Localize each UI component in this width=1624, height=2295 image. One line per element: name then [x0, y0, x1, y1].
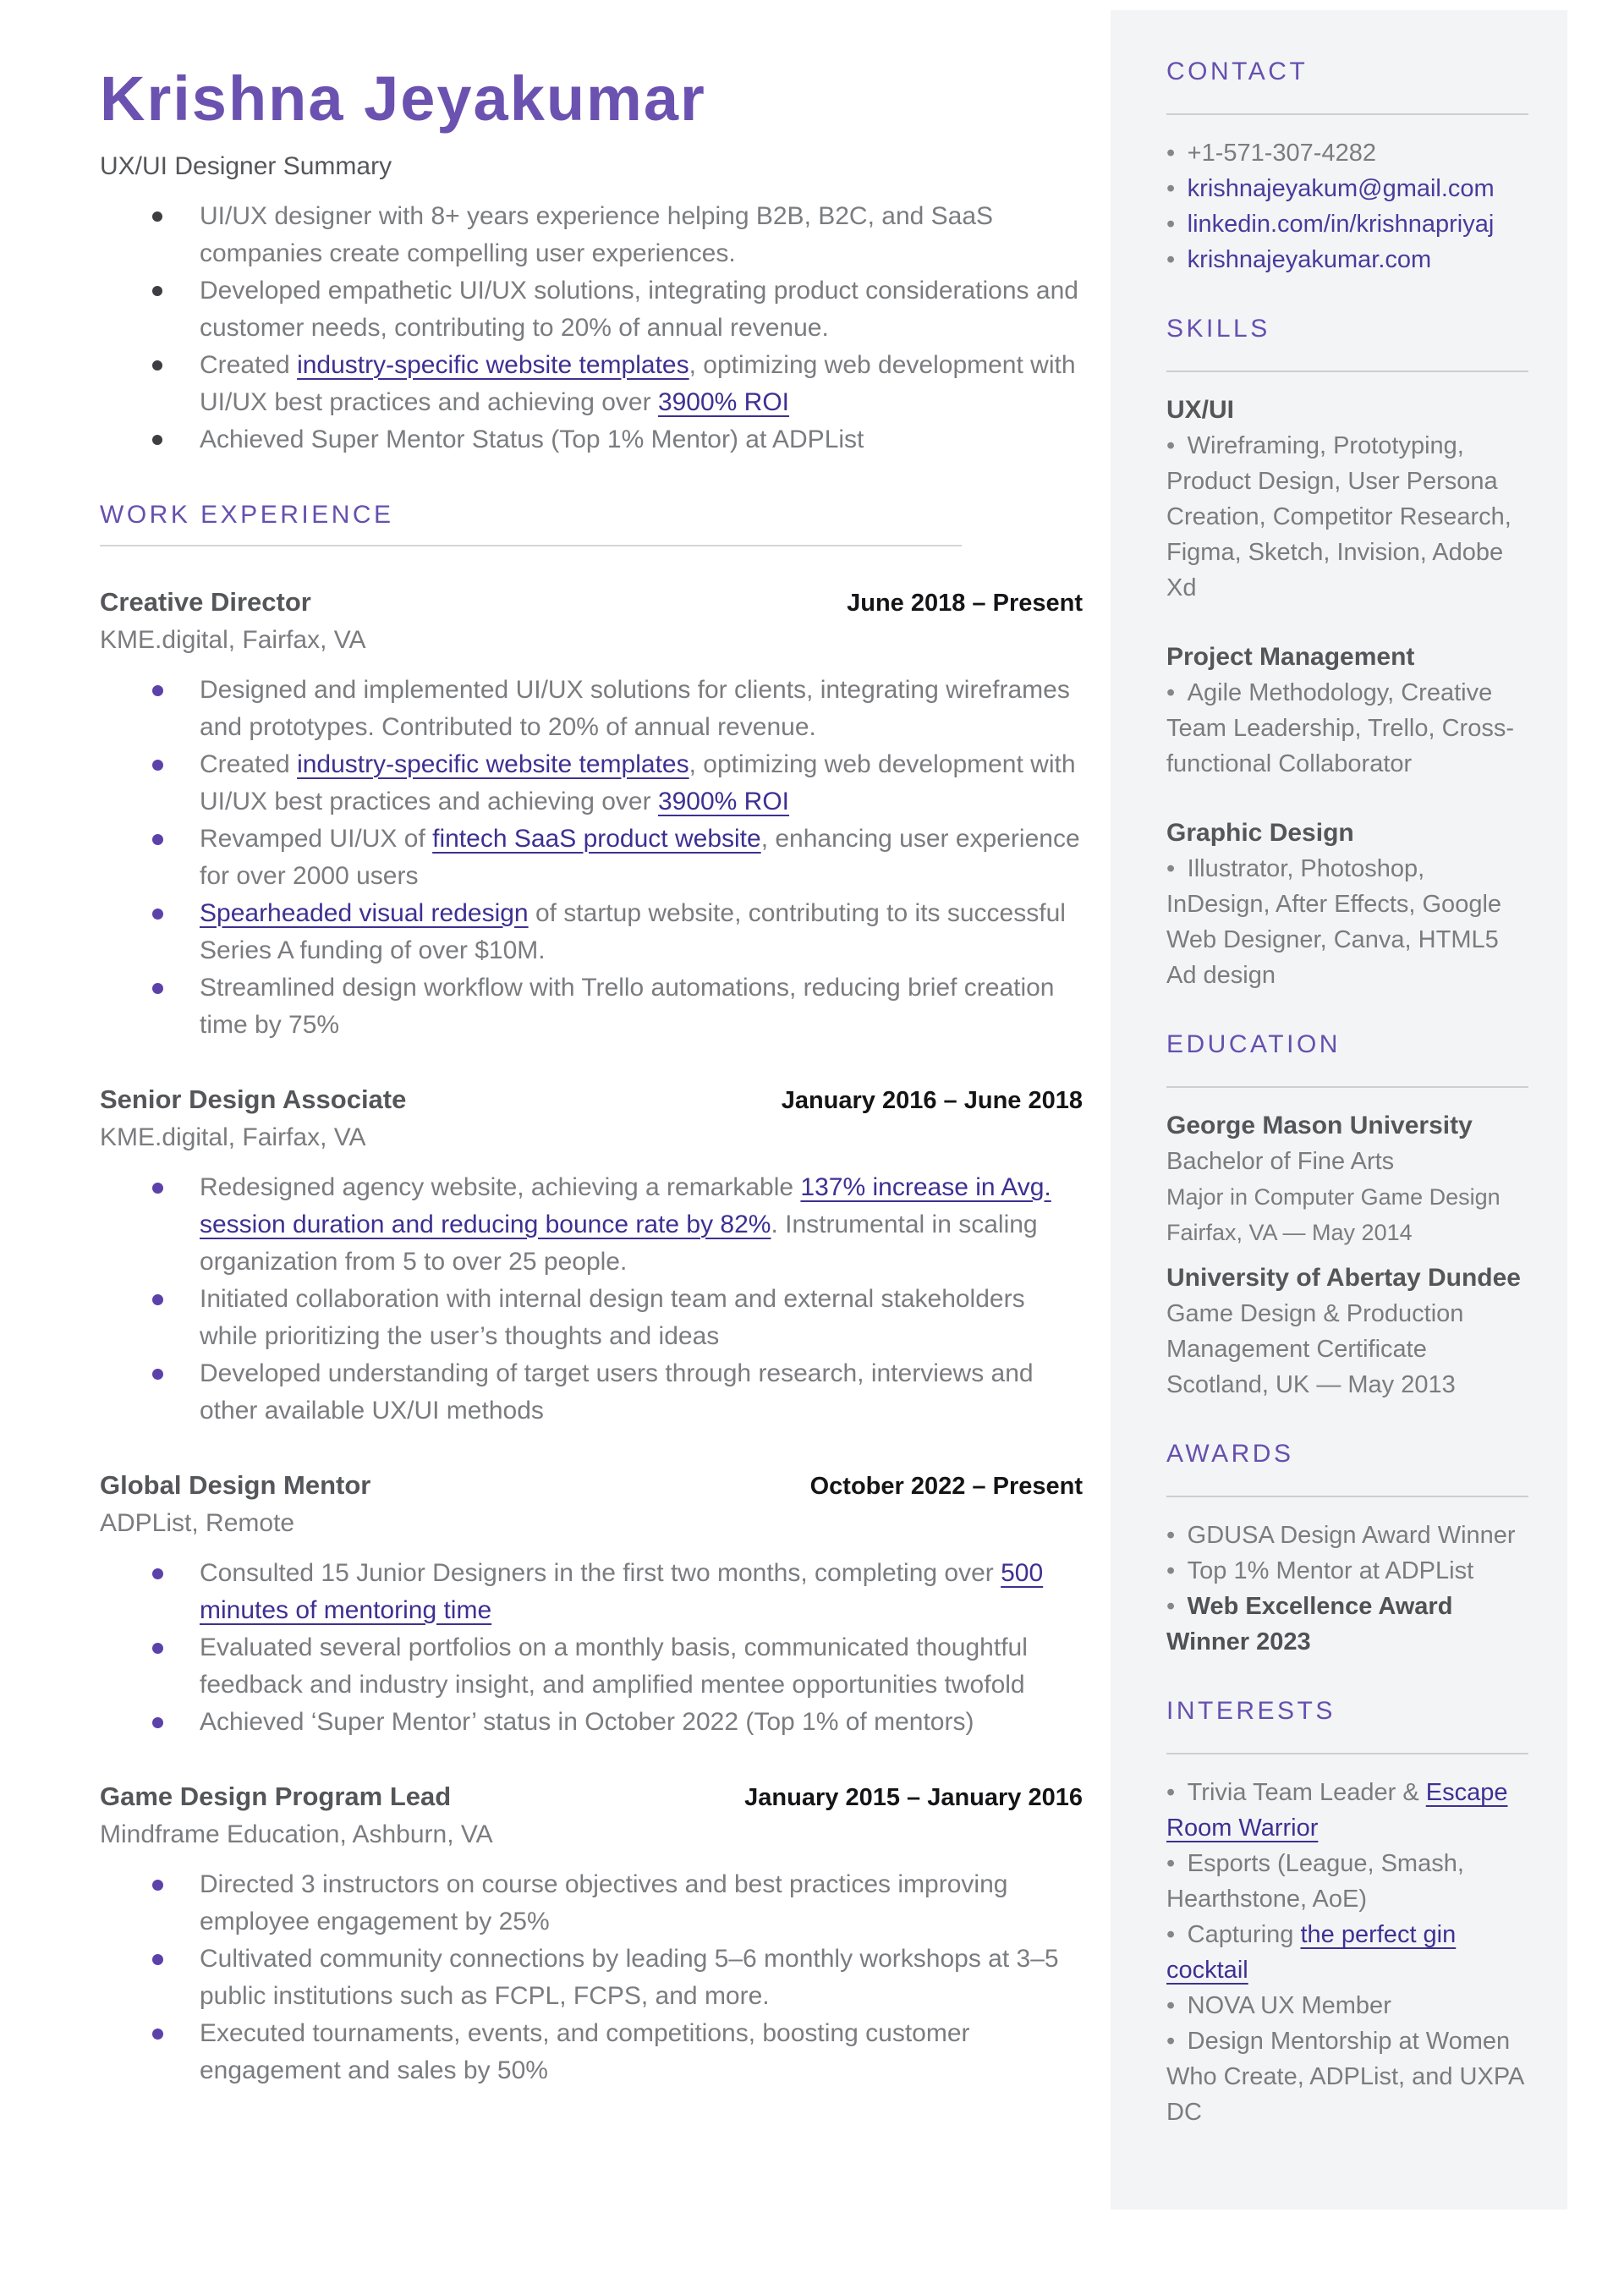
divider [1166, 1086, 1528, 1088]
job-bullet-item [100, 746, 1083, 821]
award-item [1166, 1589, 1528, 1660]
sidebar-section-skills [1166, 315, 1528, 993]
contact-item [1166, 135, 1528, 171]
text-link[interactable]: Spearheaded visual redesign [200, 898, 529, 927]
text-run: Redesigned agency website, achieving a remarkable [200, 1172, 801, 1201]
text-run: Agile Methodology, Creative Team Leadership, Trello, Cross-functional Collaborator [1166, 679, 1514, 777]
text-run: , optimizing web development with UI/UX best practices and achieving over [200, 350, 1076, 416]
text-run: Achieved Super Mentor Status (Top 1% Mentor) at ADPList [200, 425, 864, 453]
bullet-glyph: • [1166, 140, 1188, 167]
bullet-glyph: • [1166, 1593, 1188, 1620]
job-bullet-list [100, 1169, 1083, 1430]
bullet-glyph: • [1166, 1921, 1188, 1948]
job-bullet-item [100, 1169, 1083, 1281]
job-bullet-item [100, 1941, 1083, 2015]
text-link[interactable]: krishnajeyakumar.com [1187, 246, 1432, 273]
education-detail-lines [1166, 1296, 1528, 1403]
sidebar-section-interests [1166, 1697, 1528, 2130]
education-line [1166, 1215, 1528, 1250]
text-run: Directed 3 instructors on course objectives and best practices improving employee engagement by 25% [200, 1869, 1008, 1935]
text-run: Developed understanding of target users through research, interviews and other available UX/UI methods [200, 1359, 1034, 1425]
summary-bullet-item [100, 347, 1083, 421]
job-company: ADPList, Remote [100, 1508, 295, 1537]
text-run: Executed tournaments, events, and competitions, boosting customer engagement and sales by 50% [200, 2018, 970, 2084]
skill-group-items [1166, 428, 1528, 606]
job-dates: January 2015 – January 2016 [744, 1783, 1083, 1811]
skills-list [1166, 393, 1528, 993]
text-link[interactable]: industry-specific website templates [297, 350, 689, 379]
job-bullet-item [100, 672, 1083, 746]
text-link[interactable]: the perfect gin cocktail [1166, 1921, 1457, 1984]
text-run: Major in Computer Game Design [1166, 1184, 1501, 1210]
education-school: George Mason University [1166, 1112, 1473, 1139]
text-link[interactable]: 3900% ROI [657, 787, 790, 815]
interest-item [1166, 1846, 1528, 1917]
job-bullet-item [100, 2015, 1083, 2089]
education-list [1166, 1108, 1528, 1403]
text-run: Revamped UI/UX of [200, 824, 433, 853]
divider [1166, 1496, 1528, 1497]
text-run: GDUSA Design Award Winner [1187, 1522, 1516, 1549]
text-run: Streamlined design workflow with Trello automations, reducing brief creation time by 75% [200, 973, 1055, 1039]
text-run: . Instrumental in scaling organization from 5 to over 25 people. [200, 1210, 1038, 1276]
education-line [1166, 1179, 1528, 1215]
summary-bullet-item [100, 198, 1083, 272]
bullet-glyph: • [1166, 1779, 1188, 1806]
text-run: Scotland, UK — May 2013 [1166, 1371, 1456, 1398]
sidebar-section-education [1166, 1030, 1528, 1403]
text-run: UI/UX designer with 8+ years experience helping B2B, B2C, and SaaS companies create compelling user experiences. [200, 201, 994, 267]
text-link[interactable]: industry-specific website templates [297, 749, 689, 778]
bullet-glyph: • [1166, 432, 1188, 459]
award-item [1166, 1518, 1528, 1553]
skill-group-items [1166, 675, 1528, 782]
job-header-row [100, 1084, 1083, 1115]
bullet-glyph: • [1166, 1522, 1188, 1549]
contact-item [1166, 171, 1528, 206]
section-heading-education: EDUCATION [1166, 1030, 1341, 1058]
section-heading-skills: SKILLS [1166, 315, 1270, 343]
skill-group-title: Project Management [1166, 643, 1415, 671]
text-run: of startup website, contributing to its successful Series A funding of over $10M. [200, 898, 1066, 964]
interest-item [1166, 1775, 1528, 1846]
job-list [100, 587, 1083, 2089]
job-bullet-item [100, 1704, 1083, 1741]
job-entry [100, 1470, 1083, 1741]
text-run: Bachelor of Fine Arts [1166, 1148, 1395, 1175]
text-run: +1-571-307-4282 [1187, 140, 1376, 167]
text-link[interactable]: krishnajeyakum@gmail.com [1187, 175, 1495, 202]
job-dates: October 2022 – Present [809, 1472, 1083, 1500]
text-run: NOVA UX Member [1187, 1992, 1391, 2019]
job-entry [100, 1084, 1083, 1430]
summary-bullet-list [100, 198, 1083, 458]
job-bullet-item [100, 1555, 1083, 1629]
job-header-row [100, 587, 1083, 618]
skill-group-title: UX/UI [1166, 396, 1235, 424]
job-entry [100, 1782, 1083, 2089]
job-bullet-item [100, 1281, 1083, 1355]
job-bullet-item [100, 969, 1083, 1044]
text-run: Web Excellence Award Winner 2023 [1166, 1593, 1453, 1655]
person-name: Krishna Jeyakumar [100, 63, 706, 134]
education-entry [1166, 1260, 1528, 1403]
divider [1166, 371, 1528, 372]
text-link[interactable]: linkedin.com/in/krishnapriyaj [1187, 211, 1495, 238]
interest-item [1166, 2023, 1528, 2130]
job-title: Global Design Mentor [100, 1469, 371, 1500]
job-bullet-list [100, 1866, 1083, 2089]
text-run: Top 1% Mentor at ADPList [1187, 1557, 1474, 1584]
bullet-glyph: • [1166, 1992, 1188, 2019]
bullet-glyph: • [1166, 211, 1188, 238]
job-bullet-item [100, 1355, 1083, 1430]
education-line [1166, 1144, 1528, 1179]
summary-bullet-item [100, 272, 1083, 347]
job-title: Senior Design Associate [100, 1084, 407, 1114]
text-link[interactable]: 137% increase in Avg. session duration and reducing bounce rate by 82% [200, 1172, 1051, 1238]
text-run: Capturing [1187, 1921, 1301, 1948]
job-header-row [100, 1470, 1083, 1501]
contact-item [1166, 206, 1528, 242]
text-link[interactable]: 3900% ROI [657, 387, 790, 416]
text-run: Fairfax, VA — May 2014 [1166, 1220, 1413, 1245]
awards-list [1166, 1518, 1528, 1660]
text-run: Created [200, 350, 298, 379]
contact-item [1166, 242, 1528, 277]
text-run: Illustrator, Photoshop, InDesign, After Effects, Google Web Designer, Canva, HTML5 Ad design [1166, 855, 1502, 989]
contact-list [1166, 135, 1528, 277]
text-run: Game Design & Production Management Certificate [1166, 1300, 1464, 1363]
job-entry [100, 587, 1083, 1044]
text-link[interactable]: fintech SaaS product website [432, 824, 761, 853]
summary-bullet-item [100, 421, 1083, 458]
job-company: KME.digital, Fairfax, VA [100, 1123, 366, 1151]
job-bullet-item [100, 1629, 1083, 1704]
section-heading-work-experience: WORK EXPERIENCE [100, 500, 394, 529]
divider [1166, 1753, 1528, 1754]
text-run: Cultivated community connections by leading 5–6 monthly workshops at 3–5 public institutions such as FCPL, FCPS, and more. [200, 1944, 1059, 2010]
skill-group [1166, 393, 1528, 606]
text-run: Evaluated several portfolios on a monthly basis, communicated thoughtful feedback and industry insight, and amplified mentee opportunities twofold [200, 1633, 1028, 1699]
divider [100, 545, 962, 546]
bullet-glyph: • [1166, 855, 1188, 882]
text-run: Trivia Team Leader & [1187, 1779, 1426, 1806]
job-header-row [100, 1782, 1083, 1812]
education-line [1166, 1367, 1528, 1403]
skill-group-title: Graphic Design [1166, 819, 1354, 847]
bullet-glyph: • [1166, 1850, 1188, 1877]
bullet-glyph: • [1166, 2028, 1188, 2055]
skill-group [1166, 815, 1528, 993]
job-title: Creative Director [100, 586, 311, 617]
sidebar-section-awards [1166, 1440, 1528, 1660]
job-bullet-item [100, 895, 1083, 969]
sidebar-panel [1111, 10, 1567, 2210]
job-dates: January 2016 – June 2018 [781, 1086, 1083, 1114]
text-link[interactable]: 500 minutes of mentoring time [200, 1558, 1044, 1624]
text-run: Developed empathetic UI/UX solutions, integrating product considerations and customer needs, contributing to 20% of annual revenue. [200, 276, 1078, 342]
interest-item [1166, 1988, 1528, 2023]
text-run: Wireframing, Prototyping, Product Design, User Persona Creation, Competitor Research, Figma, Sketch, Invision, Adobe Xd [1166, 432, 1512, 601]
interest-item [1166, 1917, 1528, 1988]
job-company: KME.digital, Fairfax, VA [100, 625, 366, 654]
text-run: Designed and implemented UI/UX solutions for clients, integrating wireframes and prototypes. Contributed to 20% of annual revenue. [200, 675, 1070, 741]
skill-group-items [1166, 851, 1528, 993]
text-run: Design Mentorship at Women Who Create, ADPList, and UXPA DC [1166, 2028, 1523, 2126]
section-heading-contact: CONTACT [1166, 58, 1309, 85]
text-run: Created [200, 749, 298, 778]
job-company: Mindframe Education, Ashburn, VA [100, 1820, 493, 1848]
main-column [100, 0, 1083, 2089]
education-school: University of Abertay Dundee [1166, 1264, 1521, 1292]
education-line [1166, 1296, 1528, 1367]
divider [1166, 113, 1528, 115]
job-bullet-item [100, 821, 1083, 895]
text-run: , optimizing web development with UI/UX best practices and achieving over [200, 749, 1076, 815]
bullet-glyph: • [1166, 679, 1188, 706]
bullet-glyph: • [1166, 246, 1188, 273]
bullet-glyph: • [1166, 1557, 1188, 1584]
award-item [1166, 1553, 1528, 1589]
education-detail-lines [1166, 1144, 1528, 1250]
education-entry [1166, 1108, 1528, 1250]
text-run: Initiated collaboration with internal design team and external stakeholders while prioritizing the user’s thoughts and ideas [200, 1284, 1025, 1350]
job-dates: June 2018 – Present [847, 589, 1083, 617]
job-bullet-list [100, 1555, 1083, 1741]
skill-group [1166, 640, 1528, 782]
bullet-glyph: • [1166, 175, 1188, 202]
interests-list [1166, 1775, 1528, 2130]
text-run: Esports (League, Smash, Hearthstone, AoE) [1166, 1850, 1464, 1913]
sidebar-section-contact [1166, 58, 1528, 277]
section-heading-interests: INTERESTS [1166, 1697, 1336, 1725]
job-bullet-list [100, 672, 1083, 1044]
section-heading-awards: AWARDS [1166, 1440, 1294, 1468]
page-subtitle: UX/UI Designer Summary [100, 151, 392, 180]
text-link[interactable]: Escape Room Warrior [1166, 1779, 1508, 1842]
text-run: , enhancing user experience for over 2000 users [200, 824, 1080, 890]
text-run: Achieved ‘Super Mentor’ status in October 2022 (Top 1% of mentors) [200, 1707, 974, 1736]
job-title: Game Design Program Lead [100, 1781, 452, 1811]
job-bullet-item [100, 1866, 1083, 1941]
text-run: Consulted 15 Junior Designers in the first two months, completing over [200, 1558, 1001, 1587]
